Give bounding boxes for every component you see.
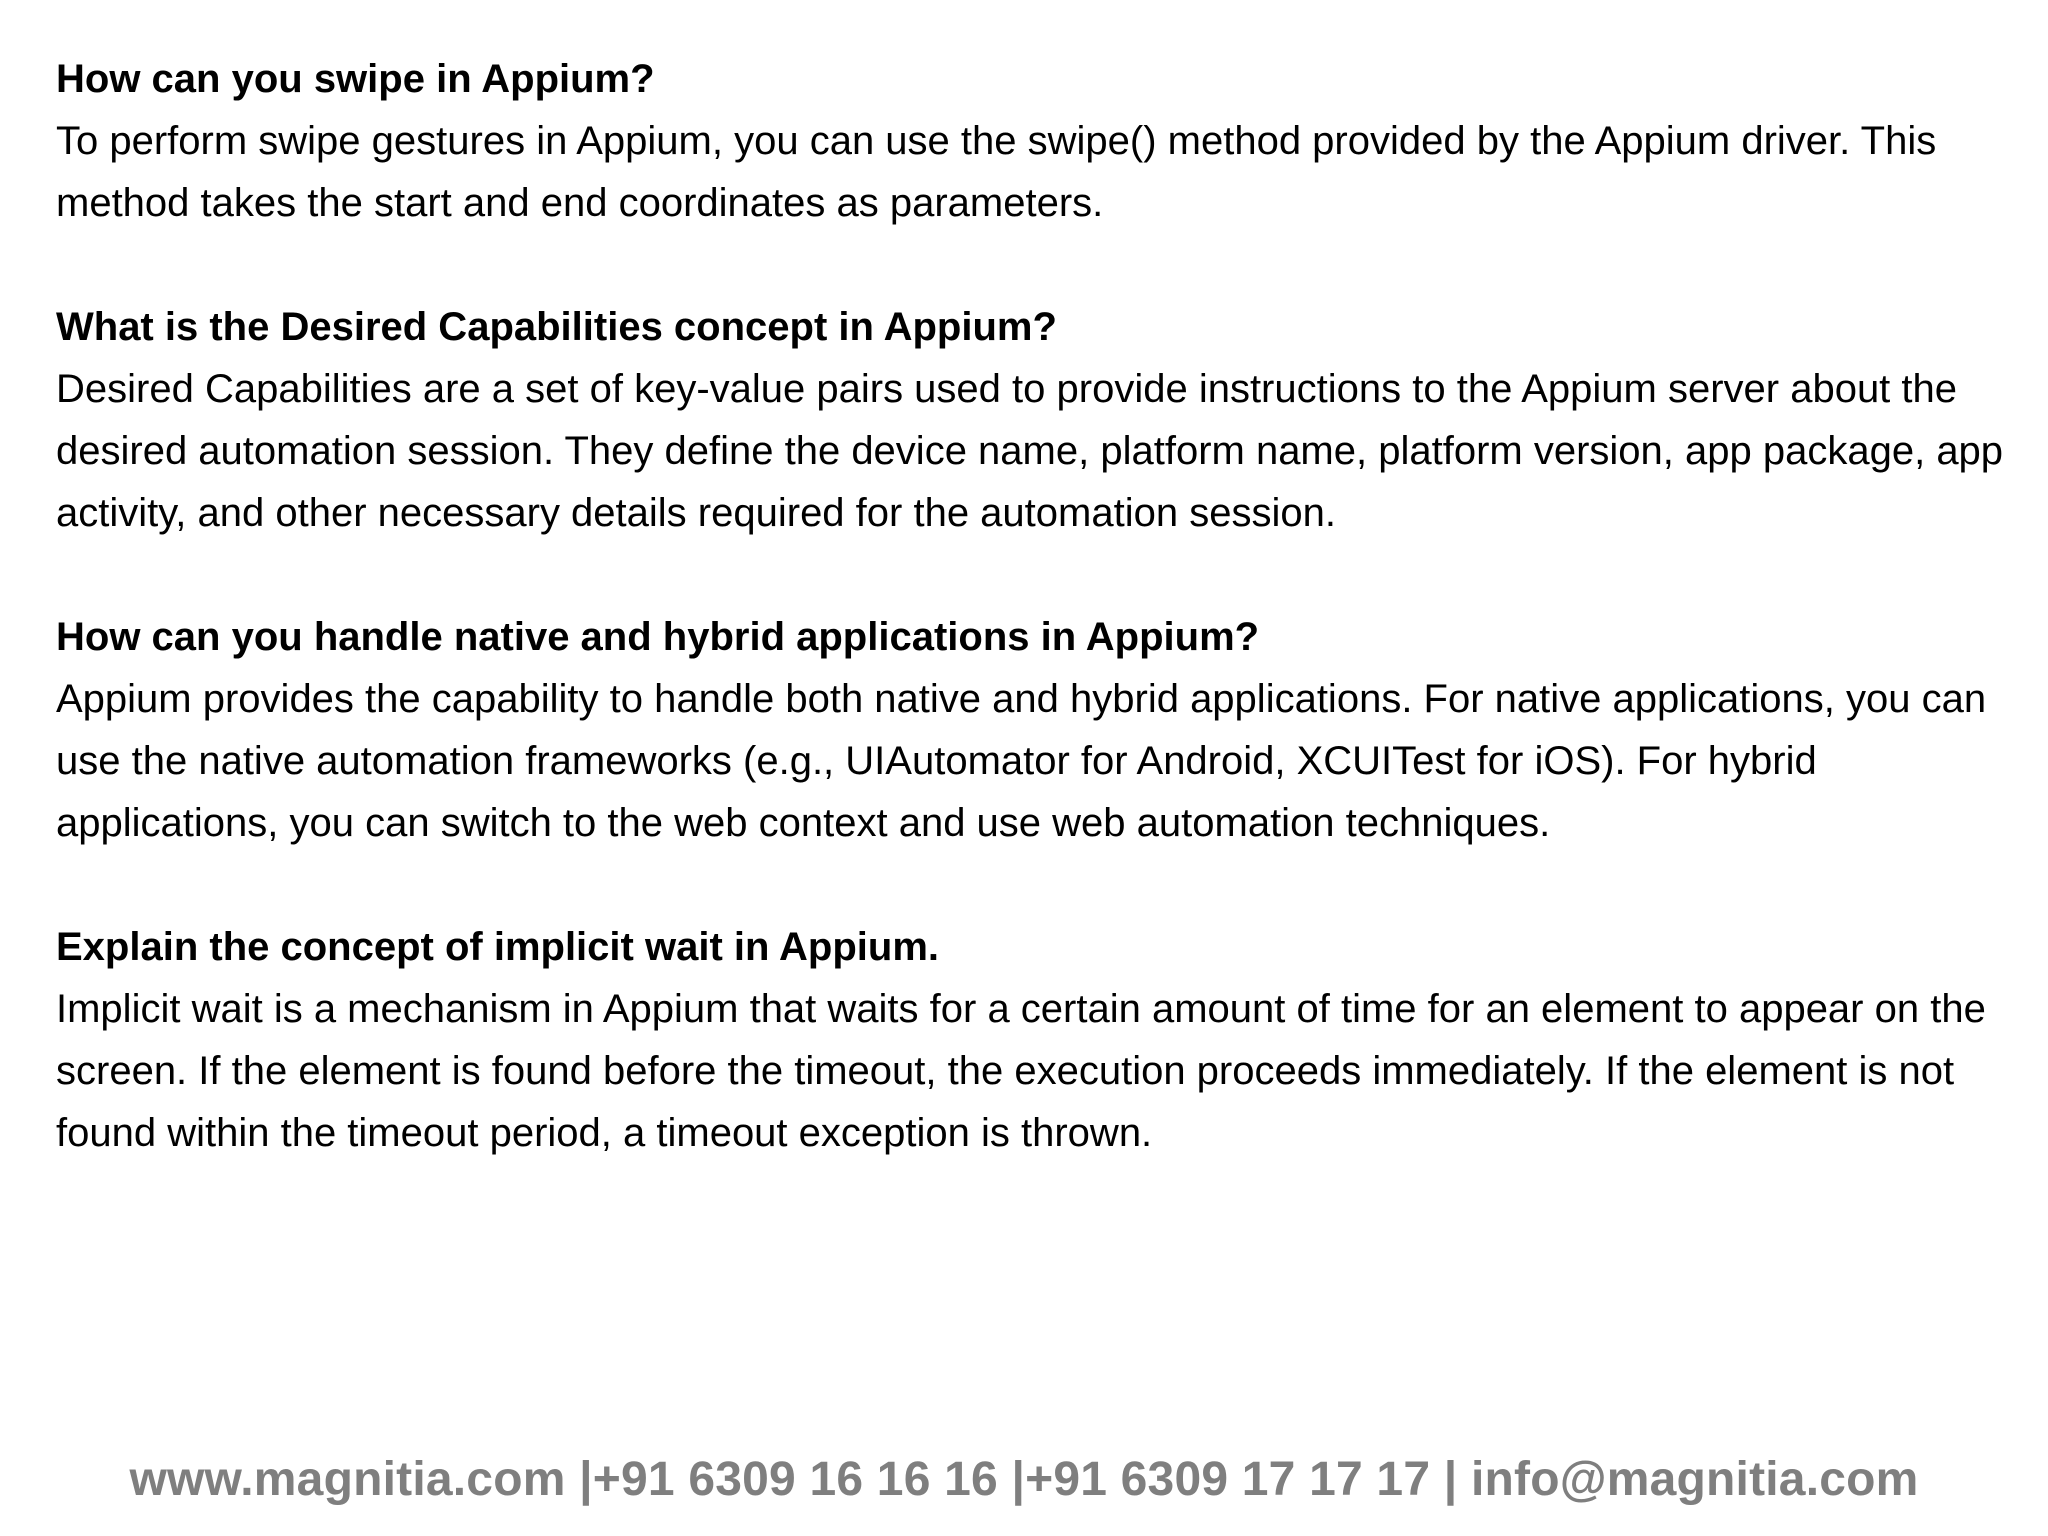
footer-phone-2: +91 6309 17 17 17 <box>1025 1453 1431 1506</box>
answer-text: To perform swipe gestures in Appium, you can use the swipe() method provided by the Appium driver. This method takes the start and end coordinates as parameters. <box>56 119 1937 225</box>
footer-website: www.magnitia.com <box>129 1453 566 1506</box>
footer-phone-1: +91 6309 16 16 16 <box>592 1453 998 1506</box>
qa-item-desired-capabilities <box>56 296 2016 544</box>
answer-text: Appium provides the capability to handle both native and hybrid applications. For native applications, you can use the native automation frameworks (e.g., UIAutomator for Android, XCUITest for iOS). For hybrid applications, you can switch to the web context and use web automation techniques. <box>56 677 1987 845</box>
answer-text: Desired Capabilities are a set of key-value pairs used to provide instructions to the Appium server about the desired automation session. They define the device name, platform name, platform version, app package, app activity, and other necessary details required for the automation session. <box>56 367 2004 535</box>
question-heading: How can you swipe in Appium? <box>56 57 655 101</box>
qa-content <box>56 48 2016 1226</box>
qa-item-implicit-wait <box>56 916 2016 1164</box>
question-heading: Explain the concept of implicit wait in Appium. <box>56 925 940 969</box>
qa-item-swipe <box>56 48 2016 234</box>
question-heading: How can you handle native and hybrid applications in Appium? <box>56 615 1260 659</box>
footer-separator: | <box>579 1453 593 1506</box>
footer-separator: | <box>1443 1453 1458 1506</box>
contact-footer <box>0 1448 2048 1512</box>
question-heading: What is the Desired Capabilities concept in Appium? <box>56 305 1057 349</box>
answer-text: Implicit wait is a mechanism in Appium that waits for a certain amount of time for an element to appear on the screen. If the element is found before the timeout, the execution proceeds immediately. If the element is not found within the timeout period, a timeout exception is thrown. <box>56 987 1986 1155</box>
footer-email: info@magnitia.com <box>1470 1453 1919 1506</box>
footer-separator: | <box>1011 1453 1026 1506</box>
qa-item-native-hybrid <box>56 606 2016 854</box>
